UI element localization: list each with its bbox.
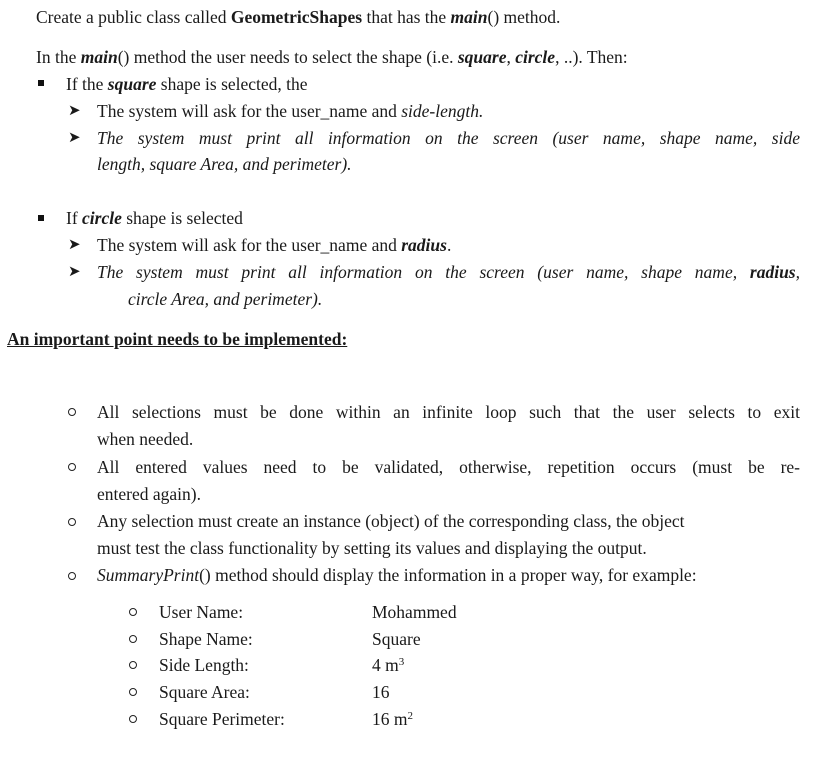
circle-bullet-icon <box>68 572 76 580</box>
example-label: Side Length: <box>159 655 249 675</box>
intro-line <box>36 6 560 28</box>
intro-text: that has the <box>362 7 451 27</box>
text: The system will ask for the user_name and <box>97 235 402 255</box>
square-word: square <box>457 47 507 67</box>
point1-line1: All selections must be done within an infinite loop such that the user selects to exit <box>97 402 800 422</box>
square-heading-line <box>66 73 308 95</box>
value-sup: 2 <box>407 710 413 722</box>
arrow-bullet-icon: ➤ <box>68 264 81 280</box>
circle-bullet-icon <box>68 518 76 526</box>
square-word: square <box>107 74 157 94</box>
circle-bullet-icon <box>68 408 76 416</box>
example-value <box>372 601 457 623</box>
value-text: Mohammed <box>372 602 457 622</box>
circle-print-line2 <box>128 288 322 310</box>
circle-bullet-icon <box>38 215 44 221</box>
radius-word: radius <box>401 235 447 255</box>
intro-text: Create a public class called <box>36 7 231 27</box>
text: shape is selected <box>121 208 243 228</box>
point3-line1: Any selection must create an instance (object) of the corresponding class, the object <box>97 511 685 531</box>
text: , <box>795 262 800 282</box>
example-label: Square Perimeter: <box>159 709 285 729</box>
text: . <box>446 235 452 255</box>
value-text: 16 <box>372 682 390 702</box>
arrow-bullet-icon: ➤ <box>68 103 81 119</box>
text: The system must print all information on the screen (user name, shape name, side <box>97 128 800 148</box>
summaryprint-word: SummaryPrint <box>97 565 200 585</box>
circle-bullet-icon <box>129 608 137 616</box>
text: () method should display the information in a proper way, for example: <box>199 565 697 585</box>
square-print-line2 <box>97 153 352 175</box>
main-method: main <box>80 47 118 67</box>
example-value <box>372 654 404 676</box>
circle-bullet-icon <box>129 688 137 696</box>
square-ask-line <box>97 100 483 122</box>
radius-word: radius <box>749 262 796 282</box>
example-value <box>372 628 421 650</box>
example-label: User Name: <box>159 602 244 622</box>
text: The system must print all information on the screen (user name, shape name, <box>97 262 750 282</box>
circle-bullet-icon <box>68 463 76 471</box>
circle-word: circle <box>515 47 556 67</box>
circle-bullet-icon <box>129 715 137 723</box>
point4-line <box>97 564 697 586</box>
class-name: GeometricShapes <box>230 7 363 27</box>
para-text: () method the user needs to select the shape (i.e. <box>117 47 458 67</box>
arrow-bullet-icon: ➤ <box>68 237 81 253</box>
intro-text: () method. <box>487 7 561 27</box>
example-label: Square Area: <box>159 682 250 702</box>
important-heading: An important point needs to be implemented: <box>7 329 348 349</box>
text: length, square Area, and perimeter). <box>97 154 352 174</box>
circle-heading-line <box>66 207 243 229</box>
circle-ask-line <box>97 234 451 256</box>
square-print-line1 <box>97 127 800 149</box>
value-text: Square <box>372 629 421 649</box>
point2-line1: All entered values need to be validated, otherwise, repetition occurs (must be re- <box>97 457 800 477</box>
para-text: , <box>506 47 516 67</box>
point3-line2: must test the class functionality by setting its values and displaying the output. <box>97 538 647 558</box>
para2-line <box>36 46 628 68</box>
point1-line2: when needed. <box>97 429 194 449</box>
main-method: main <box>450 7 488 27</box>
example-value <box>372 681 390 703</box>
value-text: 16 m <box>372 709 408 729</box>
text: If <box>66 208 83 228</box>
text: circle Area, and perimeter). <box>128 289 323 309</box>
text: shape is selected, the <box>156 74 308 94</box>
arrow-bullet-icon: ➤ <box>68 130 81 146</box>
example-label: Shape Name: <box>159 629 253 649</box>
circle-word: circle <box>82 208 122 228</box>
para-text: In the <box>36 47 81 67</box>
value-sup: 3 <box>398 656 405 668</box>
square-bullet-icon <box>38 80 44 86</box>
circle-bullet-icon <box>129 661 137 669</box>
example-value <box>372 708 413 730</box>
para-text: , ..). Then: <box>555 47 628 67</box>
value-text: 4 m <box>372 655 399 675</box>
side-length-word: side-length. <box>401 101 484 121</box>
circle-print-line1 <box>97 261 800 283</box>
circle-bullet-icon <box>129 635 137 643</box>
point2-line2: entered again). <box>97 484 201 504</box>
text: The system will ask for the user_name and <box>97 101 402 121</box>
text: If the <box>66 74 108 94</box>
